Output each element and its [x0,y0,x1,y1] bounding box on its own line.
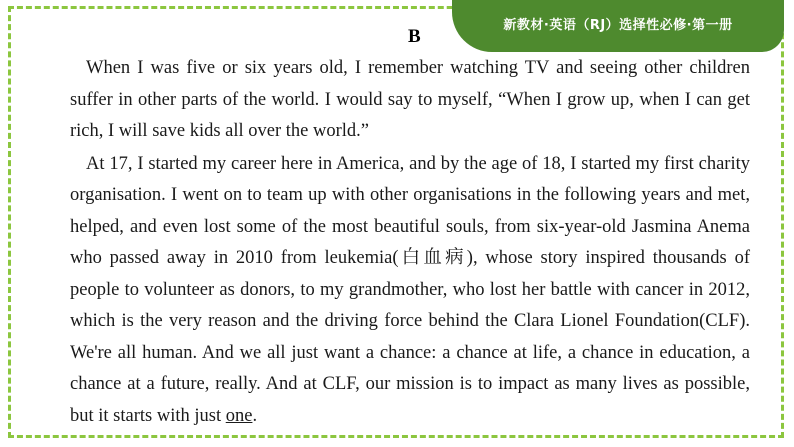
paragraph-1: When I was five or six years old, I remember watching TV and seeing other children suffer in other parts of the world. I would say to myself, “When I grow up, when I can get rich, I will save kids all over the world.” [70,58,750,141]
paragraph-2 [70,149,750,433]
paragraph-2-text: At 17, I started my career here in America, and by the age of 18, I started my first charity organisation. I went on to team up with other organisations in the following years and met, helped, and even lost some of the most beautiful souls, from six-year-old Jasmina Anema who passed away in 2010 from leukemia(白血病), whose story inspired thousands of people to volunteer as donors, to my grandmother, who lost her battle with cancer in 2012, which is the very reason and the driving force behind the Clara Lionel Foundation(CLF). We're all human. And we all just want a chance: a chance at life, a chance in education, a chance at a future, really. And at CLF, our mission is to impact as many lives as possible, but it starts with just [70,153,750,426]
paragraph-2-end: . [252,405,258,426]
textbook-banner: 新教材·英语（RJ）选择性必修·第一册 [452,0,784,52]
section-label: B [408,26,421,47]
underlined-word: one [225,405,253,426]
reading-passage [70,53,750,432]
